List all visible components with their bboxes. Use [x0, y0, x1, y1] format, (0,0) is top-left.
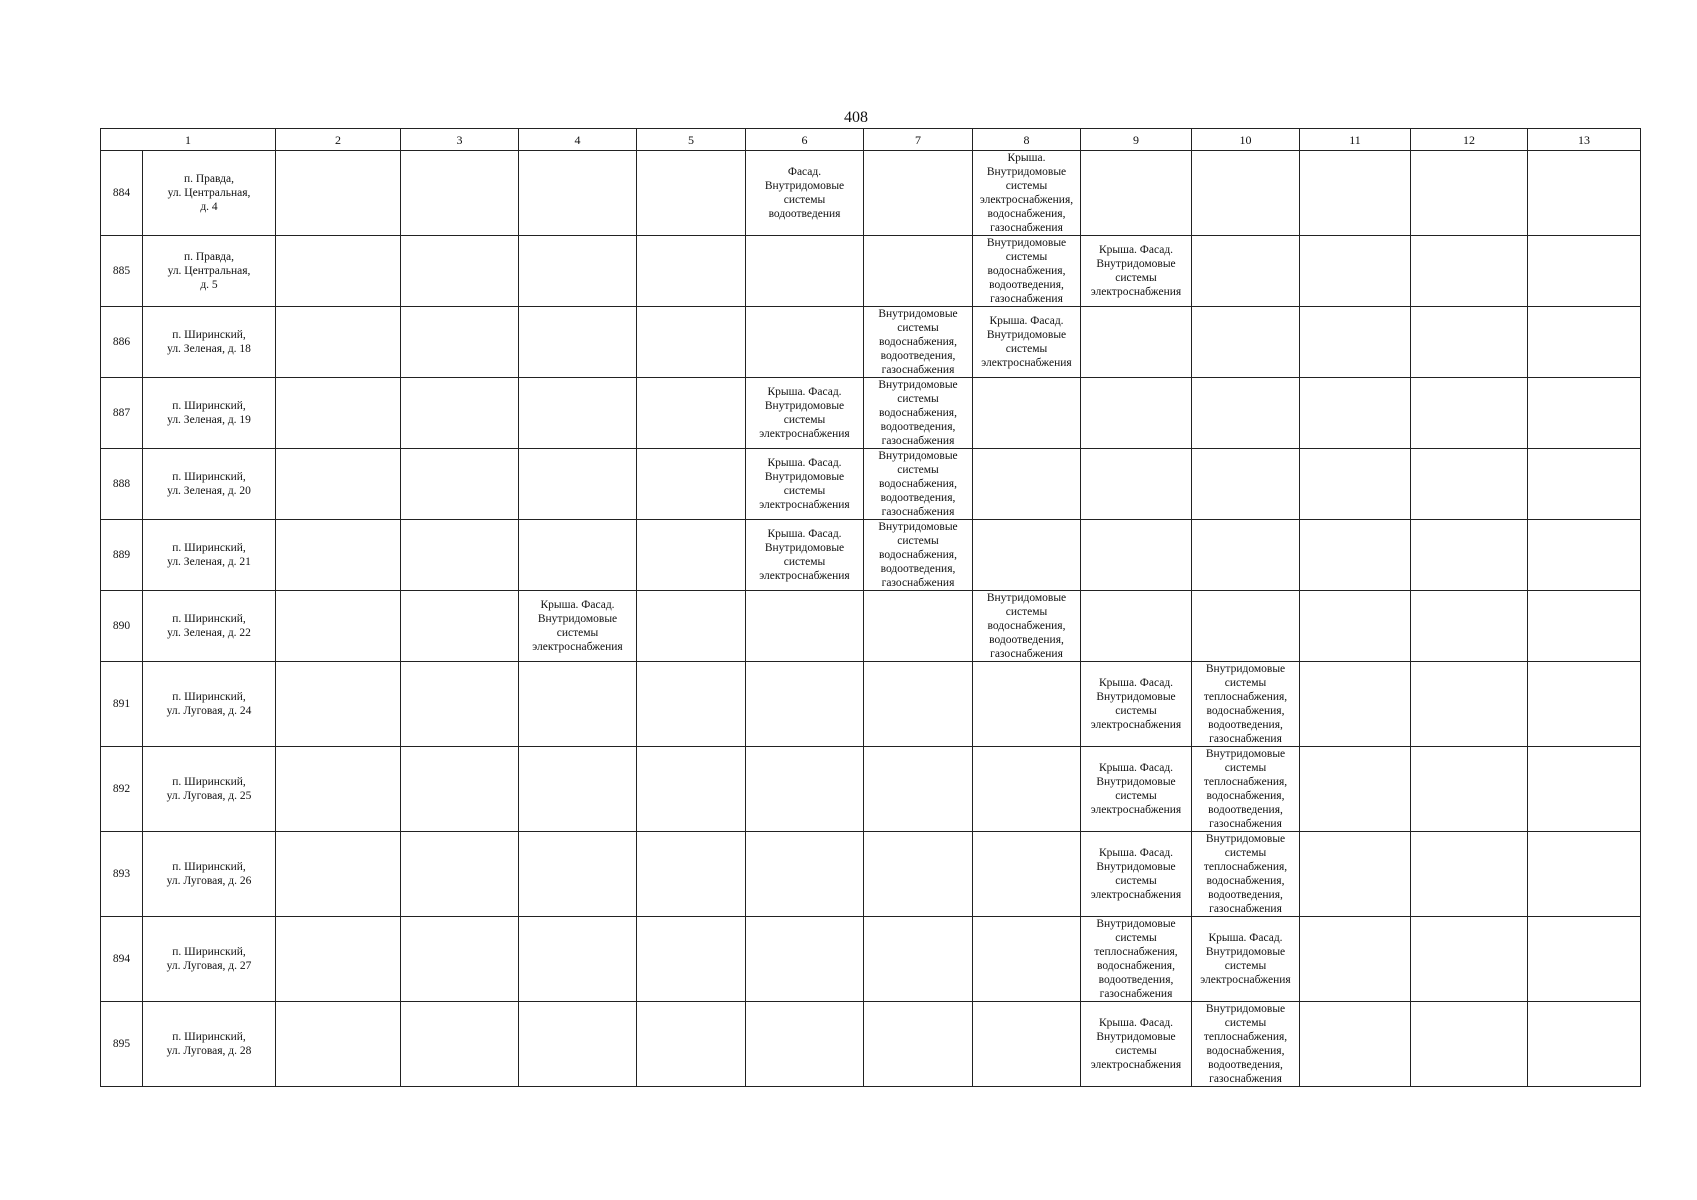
address-cell: п. Ширинский, ул. Луговая, д. 24 [143, 662, 276, 747]
table-row [101, 662, 1641, 747]
column-header-6: 6 [746, 129, 864, 151]
address-cell: п. Ширинский, ул. Зеленая, д. 20 [143, 449, 276, 520]
period-cell-12 [1411, 151, 1528, 236]
period-cell-9: Внутридомовые системы теплоснабжения, водоснабжения, водоотведения, газоснабжения [1081, 917, 1192, 1002]
period-cell-6 [746, 917, 864, 1002]
period-cell-10: Внутридомовые системы теплоснабжения, водоснабжения, водоотведения, газоснабжения [1192, 832, 1300, 917]
period-cell-12 [1411, 236, 1528, 307]
table-row [101, 747, 1641, 832]
period-cell-9 [1081, 378, 1192, 449]
period-cell-4 [519, 1002, 637, 1087]
address-cell: п. Ширинский, ул. Зеленая, д. 18 [143, 307, 276, 378]
column-header-2: 2 [276, 129, 401, 151]
period-cell-10 [1192, 307, 1300, 378]
period-cell-4 [519, 662, 637, 747]
period-cell-5 [637, 449, 746, 520]
period-cell-13 [1528, 747, 1641, 832]
period-cell-4 [519, 917, 637, 1002]
period-cell-2 [276, 591, 401, 662]
period-cell-6 [746, 307, 864, 378]
address-cell: п. Ширинский, ул. Луговая, д. 25 [143, 747, 276, 832]
period-cell-8 [973, 662, 1081, 747]
row-number: 895 [101, 1002, 143, 1087]
repair-schedule-table [100, 128, 1641, 1087]
table-row [101, 449, 1641, 520]
period-cell-7: Внутридомовые системы водоснабжения, водоотведения, газоснабжения [864, 449, 973, 520]
row-number: 891 [101, 662, 143, 747]
period-cell-9 [1081, 520, 1192, 591]
table-row [101, 832, 1641, 917]
period-cell-7 [864, 236, 973, 307]
period-cell-8 [973, 832, 1081, 917]
table-row [101, 917, 1641, 1002]
period-cell-8 [973, 1002, 1081, 1087]
period-cell-7 [864, 832, 973, 917]
period-cell-10 [1192, 236, 1300, 307]
period-cell-9: Крыша. Фасад. Внутридомовые системы электроснабжения [1081, 747, 1192, 832]
period-cell-8 [973, 378, 1081, 449]
period-cell-10: Внутридомовые системы теплоснабжения, водоснабжения, водоотведения, газоснабжения [1192, 662, 1300, 747]
period-cell-13 [1528, 236, 1641, 307]
period-cell-13 [1528, 917, 1641, 1002]
period-cell-9: Крыша. Фасад. Внутридомовые системы электроснабжения [1081, 1002, 1192, 1087]
row-number: 889 [101, 520, 143, 591]
period-cell-3 [401, 917, 519, 1002]
address-cell: п. Ширинский, ул. Зеленая, д. 19 [143, 378, 276, 449]
period-cell-4 [519, 151, 637, 236]
period-cell-11 [1300, 662, 1411, 747]
period-cell-10: Крыша. Фасад. Внутридомовые системы электроснабжения [1192, 917, 1300, 1002]
period-cell-12 [1411, 832, 1528, 917]
period-cell-2 [276, 449, 401, 520]
row-number: 888 [101, 449, 143, 520]
column-header-5: 5 [637, 129, 746, 151]
row-number: 884 [101, 151, 143, 236]
table-row [101, 378, 1641, 449]
period-cell-12 [1411, 520, 1528, 591]
period-cell-4 [519, 307, 637, 378]
column-header-8: 8 [973, 129, 1081, 151]
period-cell-9: Крыша. Фасад. Внутридомовые системы электроснабжения [1081, 832, 1192, 917]
period-cell-6 [746, 832, 864, 917]
period-cell-13 [1528, 307, 1641, 378]
period-cell-11 [1300, 307, 1411, 378]
period-cell-11 [1300, 591, 1411, 662]
period-cell-8: Внутридомовые системы водоснабжения, водоотведения, газоснабжения [973, 591, 1081, 662]
period-cell-4 [519, 378, 637, 449]
period-cell-2 [276, 520, 401, 591]
period-cell-7 [864, 591, 973, 662]
period-cell-6: Крыша. Фасад. Внутридомовые системы электроснабжения [746, 378, 864, 449]
row-number: 890 [101, 591, 143, 662]
period-cell-3 [401, 520, 519, 591]
column-header [101, 129, 1641, 151]
column-number-row [101, 129, 1641, 151]
period-cell-9: Крыша. Фасад. Внутридомовые системы электроснабжения [1081, 662, 1192, 747]
period-cell-3 [401, 236, 519, 307]
period-cell-2 [276, 307, 401, 378]
address-cell: п. Ширинский, ул. Луговая, д. 28 [143, 1002, 276, 1087]
period-cell-10 [1192, 378, 1300, 449]
row-number: 892 [101, 747, 143, 832]
period-cell-13 [1528, 151, 1641, 236]
period-cell-2 [276, 747, 401, 832]
period-cell-6: Фасад. Внутридомовые системы водоотведения [746, 151, 864, 236]
period-cell-11 [1300, 520, 1411, 591]
period-cell-7: Внутридомовые системы водоснабжения, водоотведения, газоснабжения [864, 520, 973, 591]
period-cell-3 [401, 449, 519, 520]
period-cell-10: Внутридомовые системы теплоснабжения, водоснабжения, водоотведения, газоснабжения [1192, 1002, 1300, 1087]
period-cell-5 [637, 662, 746, 747]
period-cell-11 [1300, 917, 1411, 1002]
period-cell-8 [973, 520, 1081, 591]
column-header-13: 13 [1528, 129, 1641, 151]
address-cell: п. Ширинский, ул. Луговая, д. 27 [143, 917, 276, 1002]
period-cell-5 [637, 151, 746, 236]
column-header-3: 3 [401, 129, 519, 151]
period-cell-5 [637, 1002, 746, 1087]
row-number: 885 [101, 236, 143, 307]
table-row [101, 591, 1641, 662]
period-cell-13 [1528, 378, 1641, 449]
period-cell-2 [276, 917, 401, 1002]
period-cell-12 [1411, 449, 1528, 520]
table-body [101, 151, 1641, 1087]
period-cell-4 [519, 449, 637, 520]
period-cell-8 [973, 449, 1081, 520]
address-cell: п. Правда, ул. Центральная, д. 5 [143, 236, 276, 307]
table-row [101, 520, 1641, 591]
period-cell-9 [1081, 151, 1192, 236]
period-cell-6 [746, 1002, 864, 1087]
address-cell: п. Ширинский, ул. Луговая, д. 26 [143, 832, 276, 917]
period-cell-13 [1528, 832, 1641, 917]
address-cell: п. Правда, ул. Центральная, д. 4 [143, 151, 276, 236]
table-row [101, 151, 1641, 236]
period-cell-10 [1192, 449, 1300, 520]
period-cell-4: Крыша. Фасад. Внутридомовые системы электроснабжения [519, 591, 637, 662]
period-cell-11 [1300, 747, 1411, 832]
period-cell-11 [1300, 449, 1411, 520]
period-cell-5 [637, 747, 746, 832]
row-number: 893 [101, 832, 143, 917]
period-cell-9 [1081, 307, 1192, 378]
period-cell-3 [401, 1002, 519, 1087]
period-cell-11 [1300, 236, 1411, 307]
period-cell-3 [401, 591, 519, 662]
period-cell-13 [1528, 449, 1641, 520]
period-cell-12 [1411, 747, 1528, 832]
period-cell-3 [401, 662, 519, 747]
period-cell-13 [1528, 1002, 1641, 1087]
period-cell-12 [1411, 591, 1528, 662]
period-cell-7: Внутридомовые системы водоснабжения, водоотведения, газоснабжения [864, 378, 973, 449]
period-cell-11 [1300, 378, 1411, 449]
column-header-9: 9 [1081, 129, 1192, 151]
period-cell-12 [1411, 662, 1528, 747]
period-cell-4 [519, 520, 637, 591]
period-cell-12 [1411, 307, 1528, 378]
column-header-12: 12 [1411, 129, 1528, 151]
period-cell-3 [401, 307, 519, 378]
period-cell-6 [746, 591, 864, 662]
column-header-7: 7 [864, 129, 973, 151]
period-cell-10 [1192, 520, 1300, 591]
period-cell-5 [637, 832, 746, 917]
period-cell-8: Крыша. Фасад. Внутридомовые системы электроснабжения [973, 307, 1081, 378]
period-cell-3 [401, 151, 519, 236]
period-cell-9 [1081, 591, 1192, 662]
period-cell-7 [864, 151, 973, 236]
row-number: 886 [101, 307, 143, 378]
table-row [101, 1002, 1641, 1087]
period-cell-2 [276, 151, 401, 236]
period-cell-5 [637, 236, 746, 307]
period-cell-5 [637, 378, 746, 449]
period-cell-6 [746, 662, 864, 747]
period-cell-9: Крыша. Фасад. Внутридомовые системы электроснабжения [1081, 236, 1192, 307]
period-cell-13 [1528, 662, 1641, 747]
period-cell-13 [1528, 520, 1641, 591]
column-header-11: 11 [1300, 129, 1411, 151]
period-cell-11 [1300, 1002, 1411, 1087]
period-cell-4 [519, 236, 637, 307]
period-cell-6 [746, 236, 864, 307]
period-cell-10 [1192, 591, 1300, 662]
period-cell-5 [637, 307, 746, 378]
period-cell-9 [1081, 449, 1192, 520]
period-cell-10 [1192, 151, 1300, 236]
period-cell-5 [637, 520, 746, 591]
page-number: 408 [844, 109, 868, 126]
table-row [101, 307, 1641, 378]
period-cell-12 [1411, 378, 1528, 449]
period-cell-5 [637, 591, 746, 662]
period-cell-11 [1300, 832, 1411, 917]
table-row [101, 236, 1641, 307]
period-cell-3 [401, 832, 519, 917]
period-cell-2 [276, 1002, 401, 1087]
period-cell-7 [864, 917, 973, 1002]
address-cell: п. Ширинский, ул. Зеленая, д. 21 [143, 520, 276, 591]
period-cell-6 [746, 747, 864, 832]
period-cell-2 [276, 378, 401, 449]
period-cell-3 [401, 378, 519, 449]
period-cell-2 [276, 236, 401, 307]
row-number: 894 [101, 917, 143, 1002]
period-cell-6: Крыша. Фасад. Внутридомовые системы электроснабжения [746, 449, 864, 520]
period-cell-7 [864, 1002, 973, 1087]
column-header-4: 4 [519, 129, 637, 151]
period-cell-13 [1528, 591, 1641, 662]
period-cell-8 [973, 917, 1081, 1002]
period-cell-6: Крыша. Фасад. Внутридомовые системы электроснабжения [746, 520, 864, 591]
period-cell-7: Внутридомовые системы водоснабжения, водоотведения, газоснабжения [864, 307, 973, 378]
period-cell-4 [519, 747, 637, 832]
column-header-10: 10 [1192, 129, 1300, 151]
period-cell-12 [1411, 917, 1528, 1002]
period-cell-2 [276, 832, 401, 917]
row-number: 887 [101, 378, 143, 449]
period-cell-5 [637, 917, 746, 1002]
period-cell-4 [519, 832, 637, 917]
period-cell-11 [1300, 151, 1411, 236]
address-cell: п. Ширинский, ул. Зеленая, д. 22 [143, 591, 276, 662]
period-cell-8 [973, 747, 1081, 832]
period-cell-7 [864, 747, 973, 832]
period-cell-10: Внутридомовые системы теплоснабжения, водоснабжения, водоотведения, газоснабжения [1192, 747, 1300, 832]
period-cell-2 [276, 662, 401, 747]
period-cell-8: Крыша. Внутридомовые системы электроснабжения, водоснабжения, газоснабжения [973, 151, 1081, 236]
period-cell-12 [1411, 1002, 1528, 1087]
period-cell-7 [864, 662, 973, 747]
column-header-1: 1 [101, 129, 276, 151]
period-cell-3 [401, 747, 519, 832]
period-cell-8: Внутридомовые системы водоснабжения, водоотведения, газоснабжения [973, 236, 1081, 307]
